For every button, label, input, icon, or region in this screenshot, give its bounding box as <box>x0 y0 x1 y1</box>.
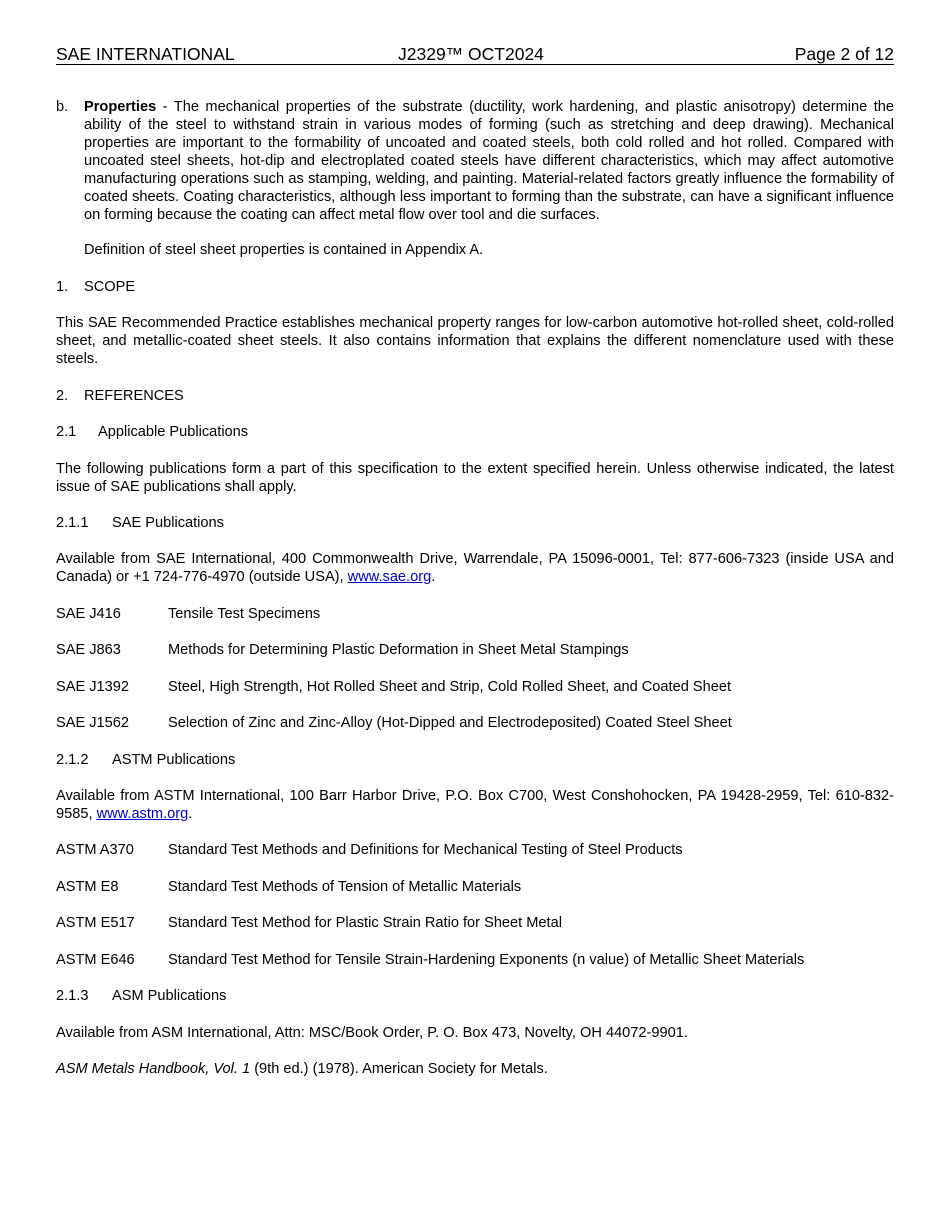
properties-title: Properties <box>84 99 157 115</box>
applicable-paragraph: The following publications form a part of this specification to the extent specified herein. Unless otherwise indicated, the latest issue of SAE publications shall apply. <box>56 461 894 495</box>
header-organization: SAE INTERNATIONAL <box>56 44 235 64</box>
section-number: 1. <box>56 279 69 295</box>
reference-code: SAE J863 <box>56 642 121 658</box>
sentence-end: . <box>431 569 436 585</box>
reference-code: ASTM A370 <box>56 842 134 858</box>
reference-title: Steel, High Strength, Hot Rolled Sheet and Strip, Cold Rolled Sheet, and Coated Sheet <box>168 679 732 695</box>
page-header <box>56 44 894 65</box>
reference-code: SAE J1392 <box>56 679 130 695</box>
asm-handbook-citation <box>56 1060 894 1078</box>
reference-code: ASTM E646 <box>56 952 135 968</box>
reference-title: Tensile Test Specimens <box>168 606 321 622</box>
section-title: ASM Publications <box>112 988 227 1004</box>
astm-availability-paragraph <box>56 787 894 823</box>
scope-paragraph: This SAE Recommended Practice establishes mechanical property ranges for low-carbon automotive hot-rolled sheet, cold-rolled sheet, and metallic-coated sheet steels. It also contains information that explains the different nomenclature used with these steels. <box>56 315 894 367</box>
reference-title: Standard Test Methods and Definitions for Mechanical Testing of Steel Products <box>168 842 683 858</box>
reference-title: Standard Test Methods of Tension of Metallic Materials <box>168 879 522 895</box>
header-document-id: J2329™ OCT2024 <box>398 44 544 64</box>
section-number: 2.1.3 <box>56 988 89 1004</box>
astm-website-link[interactable]: www.astm.org <box>96 806 189 822</box>
reference-code: SAE J1562 <box>56 715 130 731</box>
properties-paragraph <box>84 98 894 224</box>
list-marker: b. <box>56 99 69 115</box>
handbook-title: ASM Metals Handbook, Vol. 1 <box>56 1061 251 1077</box>
reference-title: Standard Test Method for Plastic Strain Ratio for Sheet Metal <box>168 915 562 931</box>
reference-code: ASTM E517 <box>56 915 135 931</box>
section-title: SAE Publications <box>112 515 224 531</box>
sentence-end: . <box>188 806 193 822</box>
reference-code: ASTM E8 <box>56 879 119 895</box>
section-number: 2. <box>56 388 69 404</box>
header-page-number: Page 2 of 12 <box>794 44 894 64</box>
section-title: REFERENCES <box>84 388 184 404</box>
handbook-details: (9th ed.) (1978). American Society for Metals. <box>250 1061 548 1077</box>
list-item-properties <box>56 98 894 228</box>
sae-availability-paragraph <box>56 550 894 586</box>
properties-definition: Definition of steel sheet properties is contained in Appendix A. <box>84 242 484 258</box>
reference-title: Standard Test Method for Tensile Strain-Hardening Exponents (n value) of Metallic Sheet Materials <box>168 952 805 968</box>
section-number: 2.1 <box>56 424 77 440</box>
reference-title: Methods for Determining Plastic Deformation in Sheet Metal Stampings <box>168 642 629 658</box>
section-title: Applicable Publications <box>98 424 249 440</box>
astm-availability-text: Available from ASTM International, 100 Barr Harbor Drive, P.O. Box C700, West Conshohocken, PA 19428-2959, Tel: 610-832-9585, <box>56 788 894 822</box>
reference-title: Selection of Zinc and Zinc-Alloy (Hot-Dipped and Electrodeposited) Coated Steel Sheet <box>168 715 732 731</box>
reference-code: SAE J416 <box>56 606 121 622</box>
sae-website-link[interactable]: www.sae.org <box>347 569 432 585</box>
section-number: 2.1.2 <box>56 752 89 768</box>
section-title: SCOPE <box>84 279 136 295</box>
section-number: 2.1.1 <box>56 515 89 531</box>
section-title: ASTM Publications <box>112 752 236 768</box>
sae-availability-text: Available from SAE International, 400 Commonwealth Drive, Warrendale, PA 15096-0001, Tel: 877-606-7323 (inside USA and Canada) or +1 724-776-4970 (outside USA), <box>56 551 894 585</box>
asm-availability-paragraph: Available from ASM International, Attn: MSC/Book Order, P. O. Box 473, Novelty, OH 44072-9901. <box>56 1025 688 1041</box>
properties-text: - The mechanical properties of the substrate (ductility, work hardening, and plastic anisotropy) determine the ability of the steel to withstand strain in various modes of forming (such as stretching and deep drawing). Mechanical properties are important to the formability of uncoated and coated steels, both cold rolled and hot rolled. Compared with uncoated steel sheets, hot-dip and electroplated coated steels have different characteristics, which may affect automotive manufacturing operations such as stamping, welding, and painting. Material-related factors greatly influence the formability of coated sheets. Coating characteristics, although less important to forming than the substrate, can have a significant influence on forming because the coating can affect metal flow over tool and die surfaces. <box>84 99 894 223</box>
